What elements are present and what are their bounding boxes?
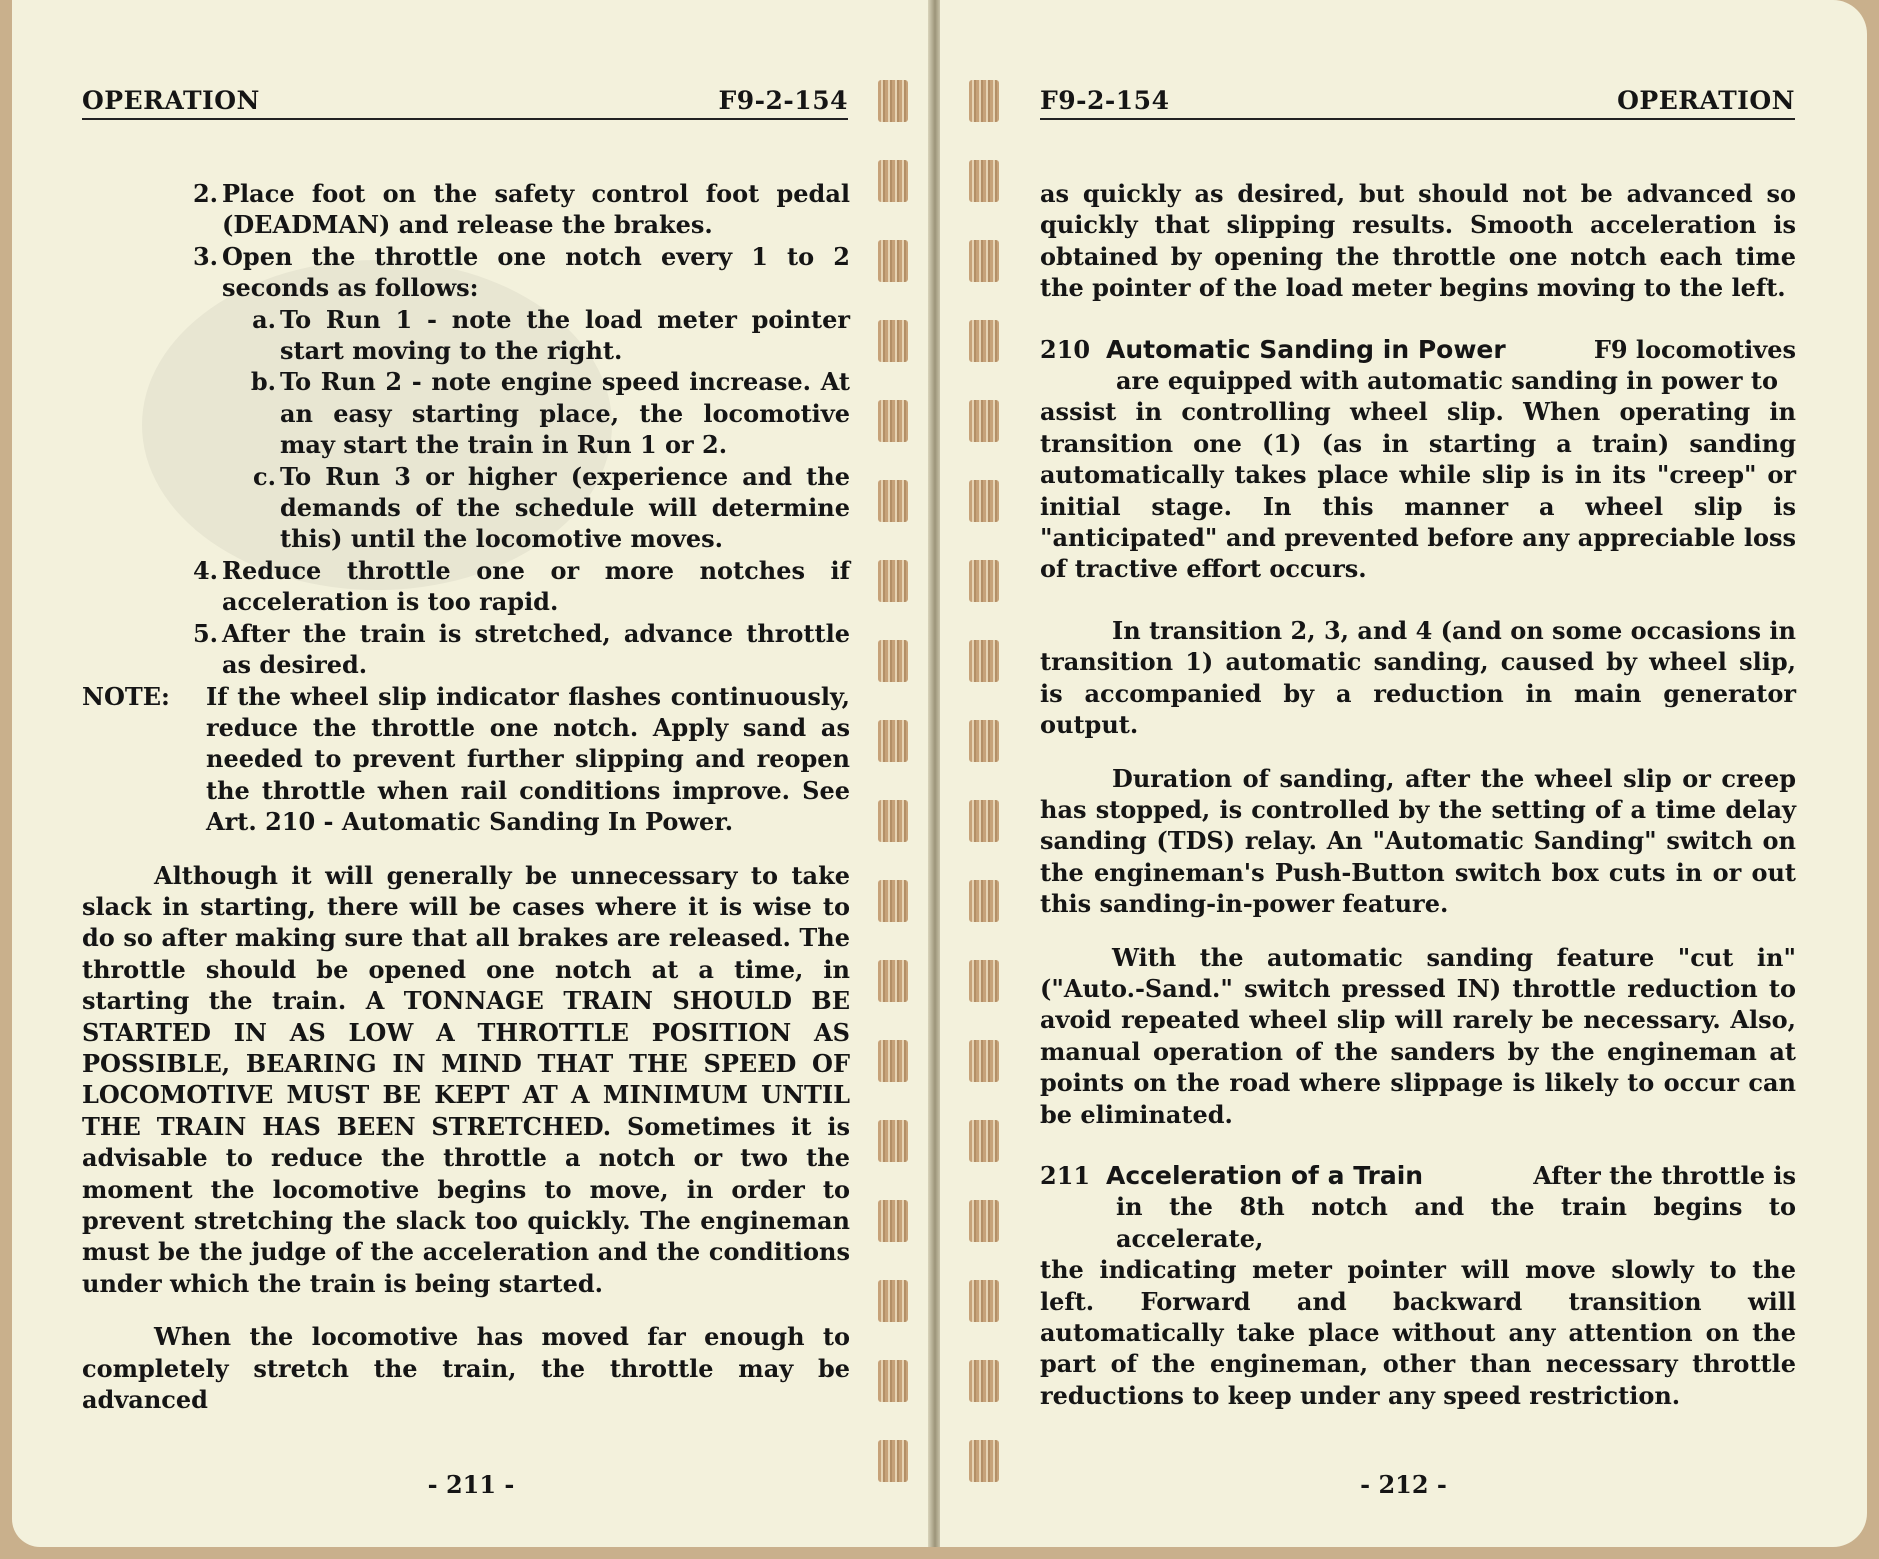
binding-hole: [969, 1360, 999, 1402]
note-text: If the wheel slip indicator flashes continuously, reduce the throttle one notch. Apply sand as needed to prevent further slipping and reopen the throttle when rail conditions improve. See Art. 210 - Automatic Sanding In Power.: [206, 681, 850, 837]
step-3b: b. To Run 2 - note engine speed increase. At an easy starting place, the locomotive may start the train in Run 1 or 2.: [250, 367, 850, 460]
binding-hole: [969, 960, 999, 1002]
right-header-code: F9-2-154: [1040, 86, 1170, 115]
binding-hole: [878, 560, 908, 602]
article-211-number: 211: [1040, 1160, 1091, 1190]
binding-hole: [969, 1040, 999, 1082]
right-binding-holes: [969, 0, 999, 1547]
binding-hole: [878, 1040, 908, 1082]
binding-hole: [969, 560, 999, 602]
cut-in-paragraph: With the automatic sanding feature "cut in" ("Auto.-Sand." switch pressed IN) throttle reduction to avoid repeated wheel slip will rarely be necessary. Also, manual operation of the sanders by the engineman at points on the road where slippage is likely to occur can be eliminated.: [1040, 942, 1796, 1129]
binding-hole: [969, 640, 999, 682]
binding-hole: [878, 240, 908, 282]
binding-hole: [969, 400, 999, 442]
binding-hole: [878, 1200, 908, 1242]
binding-hole: [969, 320, 999, 362]
binding-hole: [878, 1280, 908, 1322]
binding-hole: [878, 320, 908, 362]
right-body-text: [1040, 178, 1796, 1411]
step-3a: a. To Run 1 - note the load meter pointer start moving to the right.: [252, 304, 850, 366]
binding-hole: [969, 720, 999, 762]
right-running-header: [1040, 84, 1795, 120]
binding-hole: [878, 400, 908, 442]
binding-hole: [878, 160, 908, 202]
binding-hole: [969, 240, 999, 282]
slack-paragraph: Although it will generally be unnecessary to take slack in starting, there will be cases where it is wise to do so after making sure that all brakes are released. The throttle should be opened one notch at a time, in starting the train. A TONNAGE TRAIN SHOULD BE STARTED IN AS LOW A THROTTLE POSITION AS POSSIBLE, BEARING IN MIND THAT THE SPEED OF LOCOMOTIVE MUST BE KEPT AT A MINIMUM UNTIL THE TRAIN HAS BEEN STRETCHED. Sometimes it is advisable to reduce the throttle a notch or two the moment the locomotive begins to move, in order to prevent stretching the slack too quickly. The engineman must be the judge of the acceleration and the conditions under which the train is being started.: [82, 860, 850, 1298]
article-210-number: 210: [1040, 334, 1091, 364]
article-210-lead: F9 locomotives: [1593, 334, 1796, 364]
binding-hole: [969, 80, 999, 122]
binding-hole: [969, 480, 999, 522]
binding-hole: [969, 1200, 999, 1242]
left-header-section: OPERATION: [82, 86, 260, 115]
binding-hole: [878, 80, 908, 122]
left-page-number: - 211 -: [427, 1470, 515, 1499]
binding-hole: [878, 1120, 908, 1162]
article-210-line2: are equipped with automatic sanding in power to: [1116, 366, 1779, 396]
article-210-title: Automatic Sanding in Power: [1106, 334, 1506, 364]
binding-hole: [878, 800, 908, 842]
step-3c: c. To Run 3 or higher (experience and the demands of the schedule will determine this) until the locomotive moves.: [253, 461, 850, 554]
right-page-number: - 212 -: [1360, 1470, 1447, 1499]
stretch-paragraph: When the locomotive has moved far enough to completely stretch the train, the throttle may be advanced: [82, 1322, 850, 1415]
binding-hole: [878, 480, 908, 522]
step-3: 3. Open the throttle one notch every 1 to 2 seconds as follows:: [192, 241, 850, 303]
binding-hole: [878, 880, 908, 922]
binding-hole: [878, 960, 908, 1002]
left-binding-holes: [878, 0, 908, 1547]
right-header-section: OPERATION: [1617, 86, 1795, 115]
right-page: [940, 0, 1867, 1547]
duration-paragraph: Duration of sanding, after the wheel slip or creep has stopped, is controlled by the setting of a time delay sanding (TDS) relay. An "Automatic Sanding" switch on the engineman's Push-Button switch box cuts in or out this sanding-in-power feature.: [1040, 763, 1796, 919]
article-211-line2: in the 8th notch and the train begins to accelerate,: [1116, 1192, 1796, 1253]
binding-hole: [969, 1120, 999, 1162]
note-block: [82, 681, 850, 838]
binding-hole: [969, 880, 999, 922]
binding-hole: [969, 800, 999, 842]
binding-hole: [878, 1440, 908, 1482]
article-211-text: the indicating meter pointer will move slowly to the left. Forward and backward transition will automatically take place without any attention on the part of the engineman, other than necessary throttle reductions to keep under any speed restriction.: [1040, 1255, 1796, 1410]
transition-paragraph: In transition 2, 3, and 4 (and on some occasions in transition 1) automatic sanding, caused by wheel slip, is accompanied by a reduction in main generator output.: [1040, 615, 1796, 740]
step-2: 2. Place foot on the safety control foot pedal (DEADMAN) and release the brakes.: [192, 179, 850, 240]
left-header-code: F9-2-154: [718, 86, 848, 115]
binding-hole: [969, 1440, 999, 1482]
article-210: [1040, 334, 1796, 585]
step-5: 5. After the train is stretched, advance throttle as desired.: [192, 618, 850, 680]
article-211-lead: After the throttle is: [1533, 1160, 1796, 1190]
binding-hole: [878, 640, 908, 682]
continuation-paragraph: as quickly as desired, but should not be advanced so quickly that slipping results. Smooth acceleration is obtained by opening the throttle one notch each time the pointer of the load meter begins moving to the left.: [1040, 179, 1796, 303]
binding-hole: [969, 1280, 999, 1322]
binding-hole: [969, 160, 999, 202]
step-4: 4. Reduce throttle one or more notches if acceleration is too rapid.: [192, 555, 850, 617]
left-page: [12, 0, 930, 1547]
left-body-text: [82, 178, 850, 1415]
binding-hole: [878, 720, 908, 762]
article-211-title: Acceleration of a Train: [1106, 1160, 1424, 1190]
binding-hole: [878, 1360, 908, 1402]
article-210-text: assist in controlling wheel slip. When operating in transition one (1) (as in starting a train) sanding automatically takes place while slip is in its "creep" or initial stage. In this manner a wheel slip is "anticipated" and prevented before any appreciable loss of tractive effort occurs.: [1040, 397, 1796, 584]
note-label: NOTE:: [82, 681, 170, 711]
left-running-header: [82, 84, 848, 120]
article-211: [1040, 1160, 1796, 1411]
